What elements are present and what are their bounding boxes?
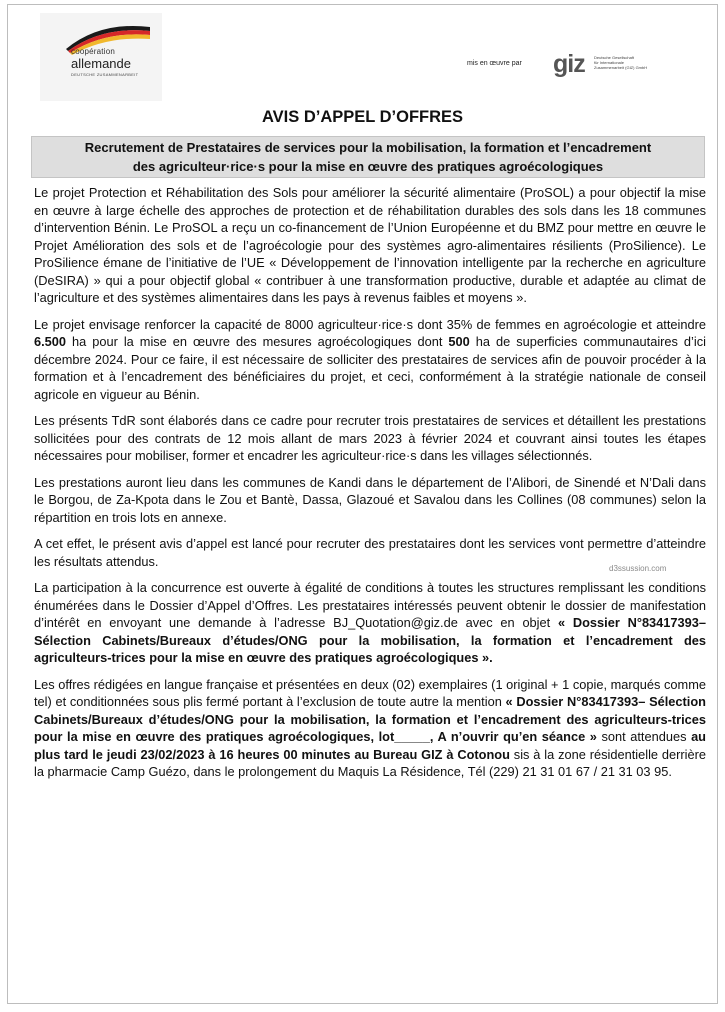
- participation-text: La participation à la concurrence est ouverte à égalité de conditions à toutes les structures remplissant les conditions énumérées dans le Dossier d’Appel d’Offres. Les prestataires intéressés peuvent obtenir le dossier de manifestation d’intérêt en envoyant une demande à l’adresse BJ_Quotation@giz.de avec en objet: [34, 580, 706, 630]
- submission-deadline: au plus tard le jeudi 23/02/2023 à 16 heures 00 minutes au Bureau GIZ à Cotonou: [34, 729, 706, 762]
- implemented-by-label: mis en œuvre par: [467, 60, 522, 67]
- giz-logo: giz: [553, 50, 585, 78]
- document-title: AVIS D’APPEL D’OFFRES: [261, 108, 464, 126]
- community-hectares: 500: [448, 334, 470, 349]
- objectives-text: ha pour la mise en œuvre des mesures agroécologiques dont: [66, 334, 449, 349]
- giz-sub-line: Zusammenarbeit (GIZ) GmbH: [594, 65, 648, 70]
- giz-sub-line: Deutsche Gesellschaft: [594, 55, 635, 60]
- giz-sub-line: für Internationale: [594, 60, 625, 65]
- subtitle-banner: [31, 136, 705, 178]
- submission-address: sis à la zone résidentielle derrière la pharmacie Camp Guézo, dans le prolongement du Maquis La Résidence, Tél (229) 21 31 01 67 / 21 31 03 95.: [34, 746, 706, 779]
- paragraph-project-context: Le projet Protection et Réhabilitation des Sols pour améliorer la sécurité alimentaire (ProSOL) a pour objectif la mise en œuvre à large échelle des approches de protection et de réhabilitation durables des sols dans les 18 communes d’intervention Bénin. Le ProSOL a reçu un co-financement de l’Union Européenne et du BMZ pour mettre en œuvre le Projet Amélioration des sols et de l’agroécologie pour des systèmes agro-alimentaires résilients (ProSilience). Le ProSilience émane de l’initiative de l’UE « Développement de l’innovation intelligente par la recherche en agriculture (DeSIRA) » qui a pour objectif global « contribuer à une transformation productive, durable et adaptée au climat de l’agriculture et des systèmes alimentaires dans les pays à revenus faibles et moyens ».: [34, 185, 706, 305]
- paragraph-submission: [34, 676, 706, 781]
- paragraph-participation: [34, 579, 706, 667]
- dossier-subject: « Dossier N°83417393– Sélection Cabinets/Bureaux d’études/ONG pour la mobilisation, la formation et l’encadrement des agriculteurs-trices pour la mise en œuvre des pratiques agroécologiques ».: [34, 615, 706, 665]
- hectares-target: 6.500: [34, 334, 67, 349]
- logo-line-deutsche: DEUTSCHE ZUSAMMENARBEIT: [71, 72, 139, 77]
- paragraph-tdr: Les présents TdR sont élaborés dans ce cadre pour recruter trois prestataires de services et détaillent les prestations sollicitées pour des contrats de 12 mois allant de mars 2023 à février 2024 et couvrant ainsi toutes les étapes nécessaires pour mobiliser, former et encadrer les agriculteur·rice·s dans les villages sélectionnés.: [34, 413, 706, 463]
- watermark: d3ssussion.com: [609, 564, 667, 573]
- subtitle-line: Recrutement de Prestataires de services pour la mobilisation, la formation et l’encadrement: [84, 140, 652, 155]
- notice-body: [34, 184, 706, 790]
- paragraph-objectives: [34, 316, 706, 404]
- paragraph-purpose: A cet effet, le présent avis d’appel est lancé pour recruter des prestataires dont les services vont permettre d’atteindre les résultats attendus.: [34, 536, 706, 569]
- objectives-text: ha de superficies communautaires d’ici décembre 2024. Pour ce faire, il est nécessaire de solliciter des prestataires de services afin de pouvoir procéder à la formation et à l’encadrement des bénéficiaires du projet, et ceci, conformément à la stratégie nationale de conseil agricole en vigueur au Bénin.: [34, 334, 706, 402]
- objectives-text: Le projet envisage renforcer la capacité de 8000 agriculteur·rice·s dont 35% de femmes en agroécologie et atteindre: [34, 316, 706, 332]
- logo-line-cooperation: coopération: [71, 47, 116, 56]
- subtitle-line: des agriculteur·rice·s pour la mise en œuvre des pratiques agroécologiques: [132, 159, 604, 174]
- tender-notice-page: [7, 4, 718, 1004]
- submission-text: sont attendues: [596, 729, 692, 744]
- giz-logo-subtext: [594, 55, 664, 70]
- submission-text: Les offres rédigées en langue française et présentées en deux (02) exemplaires (1 original + 1 copie, marqués comme tel) et conditionnées sous plis fermé portant à l’exclusion de toute autre la mention: [34, 676, 706, 709]
- paragraph-locations: Les prestations auront lieu dans les communes de Kandi dans le département de l’Alibori, de Sinendé et N’Dali dans le Borgou, de Za-Kpota dans le Zou et Bantè, Dassa, Glazoué et Savalou dans les Collines (08 communes) selon la répartition en trois lots en annexe.: [34, 474, 706, 525]
- envelope-mention: « Dossier N°83417393– Sélection Cabinets/Bureaux d’études/ONG pour la mobilisation, la formation et l’encadrement des agriculteurs-trices pour la mise en œuvre des pratiques agroécologiques, lot_____, A n’ouvrir qu’en séance »: [34, 694, 706, 744]
- logo-line-allemande: allemande: [71, 56, 131, 71]
- cooperation-allemande-logo: [40, 13, 162, 101]
